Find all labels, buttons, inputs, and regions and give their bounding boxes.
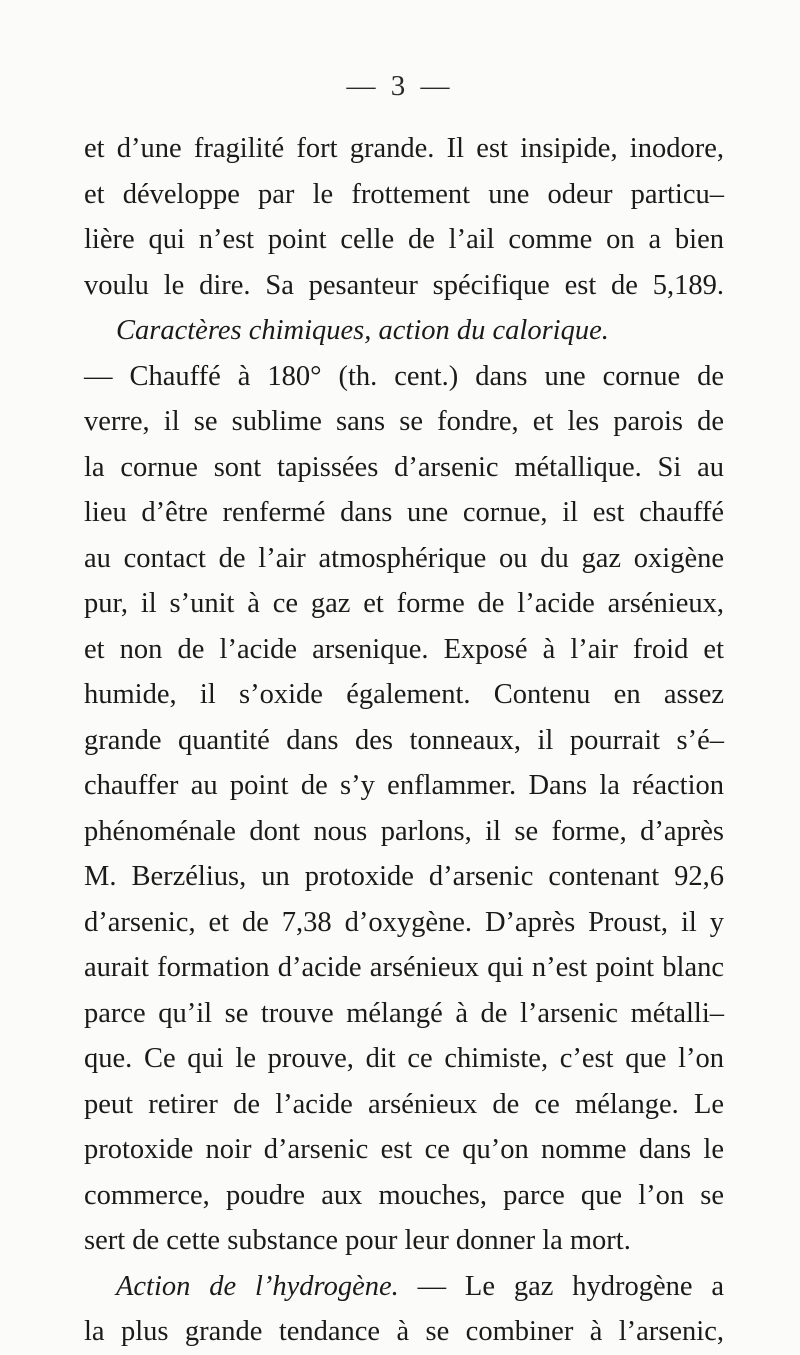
text-line: grande quantité dans des tonneaux, il pourrait s’é–: [84, 724, 724, 756]
text-line: verre, il se sublime sans se fondre, et les parois de: [84, 406, 724, 437]
text-line: M. Berzélius, un protoxide d’arsenic contenant 92,6: [84, 861, 724, 892]
text-line: pur, il s’unit à ce gaz et forme de l’acide arsénieux,: [84, 588, 724, 619]
heading-continuation: — Le gaz hydrogène a: [398, 1270, 724, 1302]
section-heading-hydrogen-action: [84, 1264, 724, 1310]
text-line: voulu le dire. Sa pesanteur spécifique est de 5,189.: [84, 269, 724, 301]
text-line: chauffer au point de s’y enflammer. Dans la réaction: [84, 770, 724, 801]
text-line: au contact de l’air atmosphérique ou du gaz oxigène: [84, 542, 724, 574]
text-line: sert de cette substance pour leur donner la mort.: [84, 1225, 631, 1256]
section-heading-chemical-characters: [84, 308, 724, 354]
text-line: humide, il s’oxide également. Contenu en assez: [84, 679, 724, 710]
text-line: aurait formation d’acide arsénieux qui n’est point blanc: [84, 952, 724, 983]
text-line: et d’une fragilité fort grande. Il est insipide, inodore,: [84, 133, 724, 164]
text-line: la plus grande tendance à se combiner à l’arsenic,: [84, 1316, 724, 1347]
text-line: commerce, poudre aux mouches, parce que l’on se: [84, 1179, 724, 1211]
text-line: phénoménale dont nous parlons, il se forme, d’après: [84, 815, 724, 847]
italic-heading: Caractères chimiques, action du calorique.: [116, 315, 609, 346]
text-line: que. Ce qui le prouve, dit ce chimiste, c’est que l’on: [84, 1043, 724, 1074]
text-line: parce qu’il se trouve mélangé à de l’arsenic métalli–: [84, 997, 724, 1029]
text-line: — Chauffé à 180° (th. cent.) dans une cornue de: [84, 360, 724, 392]
text-line: la cornue sont tapissées d’arsenic métallique. Si au: [84, 451, 724, 483]
text-line: et développe par le frottement une odeur particu–: [84, 178, 724, 210]
text-line: d’arsenic, et de 7,38 d’oxygène. D’après Proust, il y: [84, 906, 724, 938]
text-line: lieu d’être renfermé dans une cornue, il est chauffé: [84, 497, 724, 528]
text-line: protoxide noir d’arsenic est ce qu’on nomme dans le: [84, 1134, 724, 1165]
italic-heading: Action de l’hydrogène.: [116, 1270, 399, 1302]
text-line: lière qui n’est point celle de l’ail comme on a bien: [84, 224, 724, 255]
page-number: — 3 —: [346, 70, 454, 102]
text-line: peut retirer de l’acide arsénieux de ce mélange. Le: [84, 1088, 724, 1120]
body-text: [84, 126, 724, 1355]
text-line: et non de l’acide arsenique. Exposé à l’air froid et: [84, 633, 724, 665]
